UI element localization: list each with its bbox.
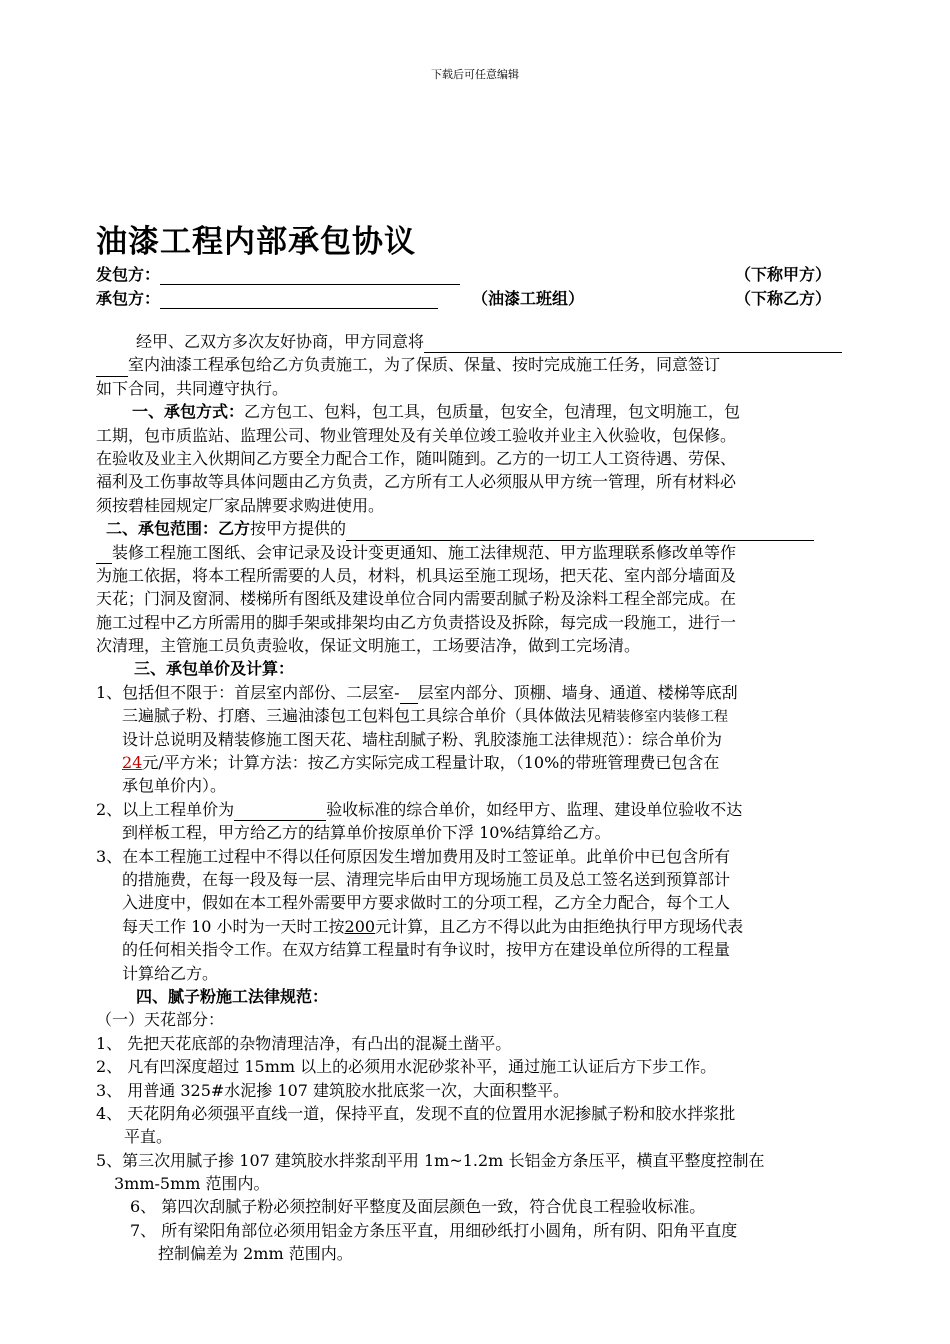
section-3-item-line: 计算给乙方。 bbox=[122, 963, 219, 983]
section-4-item-line: 控制偏差为 2mm 范围内。 bbox=[158, 1244, 353, 1264]
section-4-item: 3、 用普通 325#水泥掺 107 建筑胶水批底浆一次，大面积整平。 bbox=[96, 1080, 570, 1100]
section-2-line: 为施工依据，将本工程所需要的人员，材料，机具运至施工现场，把天花、室内部分墙面及 bbox=[96, 565, 737, 585]
section-1-line: 工期，包市质监站、监理公司、物业管理处及有关单位竣工验收并业主入伙验收，包保修。 bbox=[96, 425, 737, 445]
section-4-item-line: 3mm-5mm 范围内。 bbox=[114, 1174, 270, 1194]
party-a-note: （下称甲方） bbox=[735, 265, 832, 284]
section-1: 一、承包方式：乙方包工、包料，包工具，包质量，包安全，包清理，包文明施工，包 bbox=[132, 402, 741, 422]
section-2-line: 次清理，主管施工员负责验收，保证文明施工，工场要洁净，做到工完场清。 bbox=[96, 636, 641, 656]
party-b-label: 承包方： bbox=[96, 289, 161, 308]
section-2-line: 施工过程中乙方所需用的脚手架或排架均由乙方负责搭设及拆除，每完成一段施工，进行一 bbox=[96, 612, 737, 632]
section-1-line: 须按碧桂园规定厂家品牌要求购进使用。 bbox=[96, 495, 385, 515]
party-b-note: （下称乙方） bbox=[735, 289, 832, 308]
section-4-item: 5、第三次用腻子掺 107 建筑胶水拌浆刮平用 1m~1.2m 长铝金方条压平，横直平整度控制在 bbox=[96, 1150, 765, 1170]
section-4-item: 1、 先把天花底部的杂物清理洁净，有凸出的混凝土凿平。 bbox=[96, 1033, 512, 1053]
unit-price: 24 bbox=[122, 753, 143, 773]
section-2-line: 装修工程施工图纸、会审记录及设计变更通知、施工法律规范、甲方监理联系修改单等作 bbox=[96, 541, 866, 564]
party-b-team: （油漆工班组） bbox=[472, 289, 585, 308]
section-3-item-line: 三遍腻子粉、打磨、三遍油漆包工包料包工具综合单价（具体做法见精装修室内装修工程 bbox=[122, 706, 729, 726]
section-3-item-line: 到样板工程，甲方给乙方的结算单价按原单价下浮 10%结算给乙方。 bbox=[122, 823, 611, 843]
section-3-heading: 三、承包单价及计算： bbox=[134, 659, 295, 679]
section-4-subheading: （一）天花部分： bbox=[96, 1010, 225, 1030]
intro-line: 如下合同，共同遵守执行。 bbox=[96, 378, 289, 398]
document-body bbox=[96, 330, 866, 1266]
section-4-item: 7、 所有梁阳角部位必须用铝金方条压平直，用细砂纸打小圆角，所有阴、阳角平直度 bbox=[130, 1220, 738, 1240]
section-3-item-line: 24元/平方米；计算方法：按乙方实际完成工程量计取，（10%的带班管理费已包含在 bbox=[122, 753, 720, 773]
section-1-line: 在验收及业主入伙期间乙方要全力配合工作，随叫随到。乙方的一切工人工资待遇、劳保、 bbox=[96, 448, 737, 468]
section-1-line: 福利及工伤事故等具体问题由乙方负责，乙方所有工人必须服从甲方统一管理，所有材料必 bbox=[96, 472, 737, 492]
section-3-item-line: 的措施费，在每一段及每一层、清理完毕后由甲方现场施工员及总工签名送到预算部计 bbox=[122, 869, 731, 889]
section-3-item-line: 入进度中，假如在本工程外需要甲方要求做时工的分项工程，乙方全力配合，每个工人 bbox=[122, 893, 731, 913]
daily-wage: 200 bbox=[344, 916, 376, 936]
section-3-item: 3、在本工程施工过程中不得以任何原因发生增加费用及时工签证单。此单价中已包含所有 bbox=[96, 846, 731, 866]
party-a-blank bbox=[160, 266, 460, 285]
section-3-item-line: 每天工作 10 小时为一天时工按200元计算，且乙方不得以此为由拒绝执行甲方现场代表 bbox=[122, 916, 744, 936]
section-3-item-line: 的任何相关指令工作。在双方结算工程量时有争议时，按甲方在建设单位所得的工程量 bbox=[122, 940, 731, 960]
intro-line: 经甲、乙双方多次友好协商，甲方同意将 bbox=[96, 330, 866, 353]
document-title: 油漆工程内部承包协议 bbox=[96, 224, 416, 260]
section-3-item: 2、以上工程单价为 验收标准的综合单价，如经甲方、监理、建设单位验收不达 bbox=[96, 798, 866, 821]
section-3-item: 1、包括但不限于：首层室内部份、二层室- 层室内部分、顶棚、墙身、通道、楼梯等底刮 bbox=[96, 681, 866, 704]
section-4-item-line: 平直。 bbox=[124, 1127, 173, 1147]
intro-line: 室内油漆工程承包给乙方负责施工，为了保质、保量、按时完成施工任务，同意签订 bbox=[96, 353, 866, 376]
section-3-item-line: 设计总说明及精装修施工图天花、墙柱刮腻子粉、乳胶漆施工法律规范）：综合单价为 bbox=[122, 729, 723, 749]
party-b-row bbox=[96, 286, 438, 310]
section-2-line: 天花；门洞及窗洞、楼梯所有图纸及建设单位合同内需要刮腻子粉及涂料工程全部完成。在 bbox=[96, 589, 737, 609]
party-a-row bbox=[96, 262, 460, 286]
section-3-item-line: 承包单价内）。 bbox=[122, 776, 227, 796]
section-1-heading: 一、承包方式： bbox=[132, 402, 245, 422]
section-2: 二、承包范围：乙方按甲方提供的 bbox=[96, 517, 866, 540]
section-4-item: 4、 天花阴角必须强平直线一道，保持平直，发现不直的位置用水泥掺腻子粉和胶水拌浆批 bbox=[96, 1103, 736, 1123]
section-4-heading: 四、腻子粉施工法律规范： bbox=[136, 986, 329, 1006]
section-4-item: 6、 第四次刮腻子粉必须控制好平整度及面层颜色一致，符合优良工程验收标准。 bbox=[130, 1197, 706, 1217]
party-b-blank bbox=[160, 290, 438, 309]
party-a-label: 发包方： bbox=[96, 265, 161, 284]
section-2-heading: 二、承包范围：乙方 bbox=[106, 519, 251, 539]
header-note: 下载后可任意编辑 bbox=[431, 68, 519, 81]
section-4-item: 2、 凡有凹深度超过 15mm 以上的必须用水泥砂浆补平，通过施工认证后方下步工作。 bbox=[96, 1057, 717, 1077]
